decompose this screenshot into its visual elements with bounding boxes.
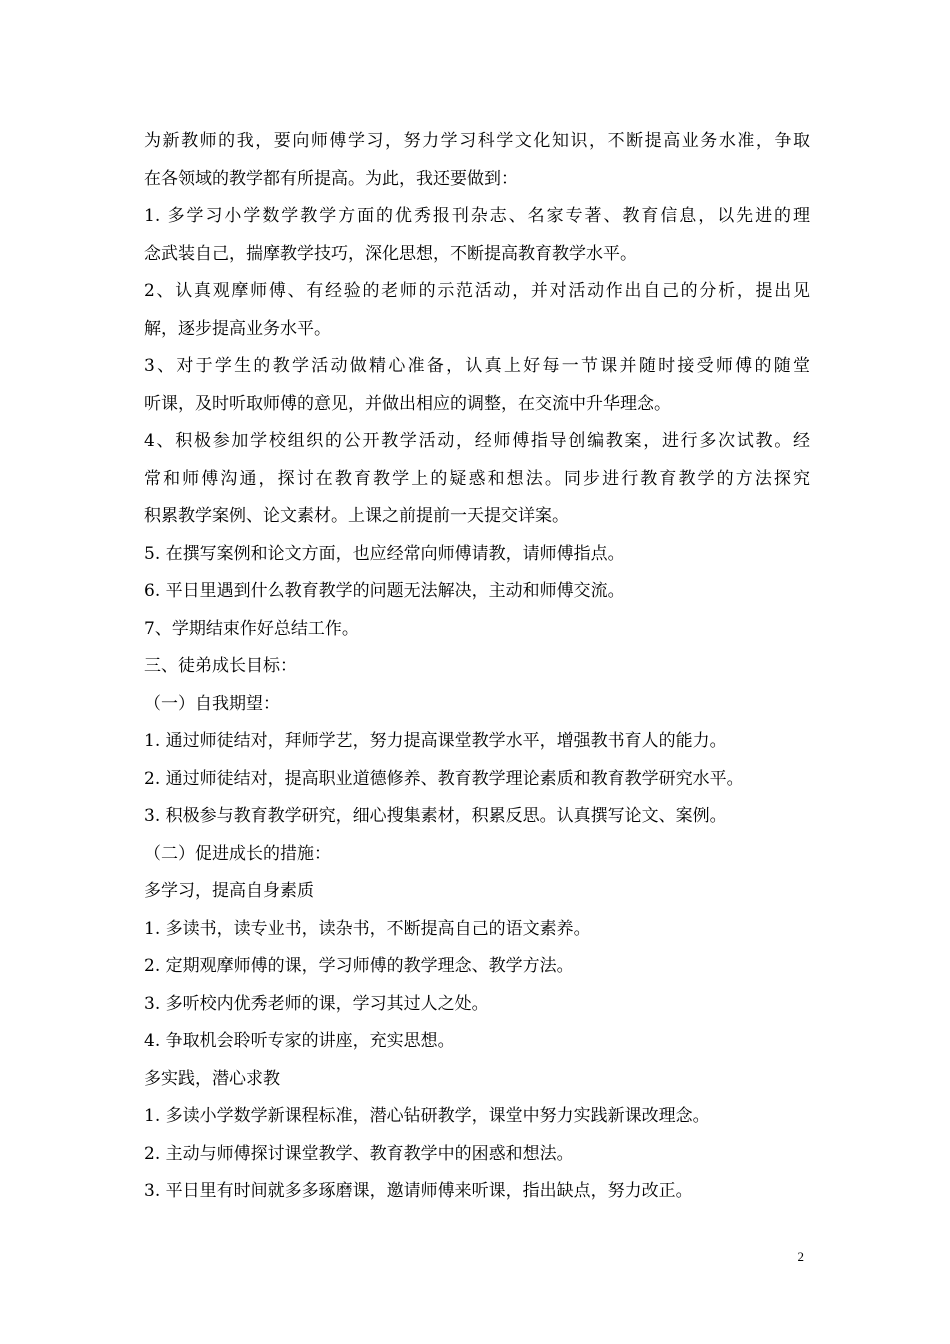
text-line: 2. 主动与师傅探讨课堂教学、教育教学中的困惑和想法。 — [144, 1143, 574, 1164]
text-line: 听课，及时听取师傅的意见，并做出相应的调整，在交流中升华理念。 — [144, 393, 671, 414]
text-line: 常和师傅沟通，探讨在教育教学上的疑惑和想法。同步进行教育教学的方法探究 — [144, 468, 810, 489]
text-line: 1. 多读小学数学新课程标准，潜心钻研教学，课堂中努力实践新课改理念。 — [144, 1106, 710, 1126]
text-line: 多实践，潜心求教 — [144, 1068, 280, 1089]
text-line: 在各领域的教学都有所提高。为此，我还要做到： — [144, 168, 518, 189]
text-line: 积累教学案例、论文素材。上课之前提前一天提交详案。 — [144, 506, 569, 526]
text-line: 三、徒弟成长目标： — [144, 656, 297, 676]
text-line: 4、积极参加学校组织的公开教学活动，经师傅指导创编教案，进行多次试教。经 — [144, 431, 810, 451]
text-line: 4. 争取机会聆听专家的讲座，充实思想。 — [144, 1031, 455, 1051]
text-line: （二）促进成长的措施： — [144, 843, 331, 864]
text-line: 为新教师的我，要向师傅学习，努力学习科学文化知识，不断提高业务水准，争取 — [144, 131, 810, 151]
text-line: 1. 通过师徒结对，拜师学艺，努力提高课堂教学水平，增强教书育人的能力。 — [144, 731, 727, 751]
text-line: 3. 平日里有时间就多多琢磨课，邀请师傅来听课，指出缺点，努力改正。 — [144, 1181, 693, 1201]
text-line: 念武装自己，揣摩教学技巧，深化思想，不断提高教育教学水平。 — [144, 243, 637, 264]
text-line: 6. 平日里遇到什么教育教学的问题无法解决，主动和师傅交流。 — [144, 581, 625, 601]
text-line: 3. 积极参与教育教学研究，细心搜集素材，积累反思。认真撰写论文、案例。 — [144, 806, 727, 826]
text-line: 多学习，提高自身素质 — [144, 881, 314, 901]
document-body — [144, 123, 810, 1211]
text-line: 3. 多听校内优秀老师的课，学习其过人之处。 — [144, 993, 489, 1014]
text-line: 2. 定期观摩师傅的课，学习师傅的教学理念、教学方法。 — [144, 956, 574, 976]
text-line: 3、对于学生的教学活动做精心准备，认真上好每一节课并随时接受师傅的随堂 — [144, 356, 810, 376]
page-number: 2 — [797, 1249, 804, 1264]
text-line: 2. 通过师徒结对，提高职业道德修养、教育教学理论素质和教育教学研究水平。 — [144, 768, 744, 789]
text-line: （一）自我期望： — [144, 693, 280, 714]
text-line: 1. 多读书，读专业书，读杂书，不断提高自己的语文素养。 — [144, 918, 591, 939]
text-line: 解，逐步提高业务水平。 — [144, 318, 331, 339]
text-line: 7、学期结束作好总结工作。 — [144, 618, 359, 639]
text-line: 5. 在撰写案例和论文方面，也应经常向师傅请教，请师傅指点。 — [144, 543, 625, 564]
text-line: 2、认真观摩师傅、有经验的老师的示范活动，并对活动作出自己的分析，提出见 — [144, 281, 810, 301]
text-line: 1. 多学习小学数学教学方面的优秀报刊杂志、名家专著、教育信息，以先进的理 — [144, 206, 810, 226]
